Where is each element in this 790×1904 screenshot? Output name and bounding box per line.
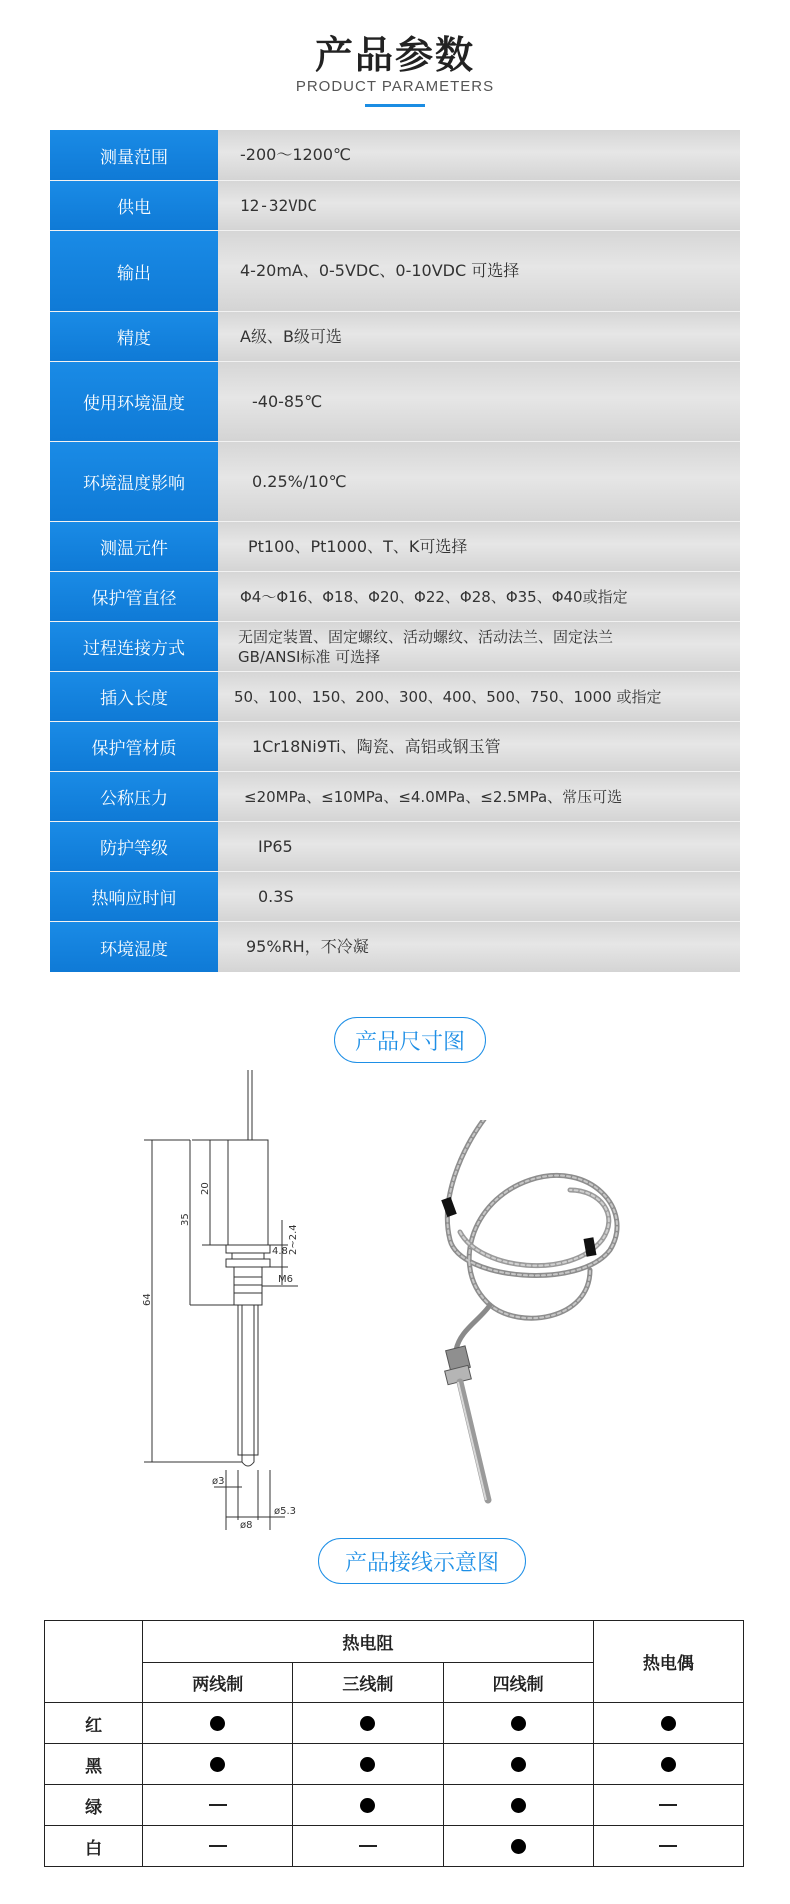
param-label: 测温元件	[50, 522, 218, 571]
param-value: -200～1200℃	[218, 130, 740, 180]
param-row	[50, 621, 740, 671]
cell-dot	[443, 1826, 593, 1867]
cell-dot	[443, 1703, 593, 1744]
cell-dash	[293, 1826, 443, 1867]
dim-label-m6: M6	[278, 1274, 293, 1285]
param-value: -40-85℃	[218, 362, 740, 441]
cell-dot	[143, 1744, 293, 1785]
param-label: 过程连接方式	[50, 622, 218, 671]
dimension-section-title: 产品尺寸图	[334, 1017, 486, 1063]
wire-color-label: 红	[45, 1703, 143, 1744]
col-header-four-wire: 四线制	[443, 1663, 593, 1703]
param-value: ≤20MPa、≤10MPa、≤4.0MPa、≤2.5MPa、常压可选	[218, 772, 740, 821]
param-row	[50, 230, 740, 311]
param-value: 50、100、150、200、300、400、500、750、1000 或指定	[218, 672, 740, 721]
param-row	[50, 311, 740, 361]
param-row	[50, 721, 740, 771]
wire-row-black	[45, 1744, 744, 1785]
cell-dot	[593, 1703, 743, 1744]
dim-label-35: 35	[180, 1213, 191, 1226]
param-value: 4-20mA、0-5VDC、0-10VDC 可选择	[218, 231, 740, 311]
param-row	[50, 871, 740, 921]
cell-dot	[443, 1785, 593, 1826]
dim-label-phi8: ø8	[240, 1520, 253, 1530]
param-label: 精度	[50, 312, 218, 361]
param-value	[218, 622, 740, 671]
cell-dot	[443, 1744, 593, 1785]
param-row	[50, 441, 740, 521]
param-label: 测量范围	[50, 130, 218, 180]
wire-row-red	[45, 1703, 744, 1744]
cell-dot	[143, 1703, 293, 1744]
cell-dash	[143, 1826, 293, 1867]
param-value: 1Cr18Ni9Ti、陶瓷、高铝或钢玉管	[218, 722, 740, 771]
parameter-table	[50, 130, 740, 972]
param-row	[50, 361, 740, 441]
dim-label-20: 20	[200, 1182, 211, 1195]
param-row	[50, 821, 740, 871]
param-value: A级、B级可选	[218, 312, 740, 361]
param-value-line: GB/ANSI标准 可选择	[238, 647, 381, 666]
param-label: 插入长度	[50, 672, 218, 721]
cell-dash	[143, 1785, 293, 1826]
col-header-two-wire: 两线制	[143, 1663, 293, 1703]
param-value: 0.25%/10℃	[218, 442, 740, 521]
cell-dot	[293, 1703, 443, 1744]
param-row	[50, 771, 740, 821]
param-label: 供电	[50, 181, 218, 230]
param-value: 95%RH，不冷凝	[218, 922, 740, 972]
group-header-rtd: 热电阻	[143, 1621, 594, 1663]
corner-cell	[45, 1621, 143, 1703]
page-title: 产品参数	[314, 33, 475, 77]
param-row	[50, 571, 740, 621]
param-label: 保护管直径	[50, 572, 218, 621]
param-label: 防护等级	[50, 822, 218, 871]
group-header-tc: 热电偶	[593, 1621, 743, 1703]
wire-color-label: 黑	[45, 1744, 143, 1785]
wire-row-green	[45, 1785, 744, 1826]
param-row	[50, 671, 740, 721]
param-row	[50, 180, 740, 230]
page-subtitle: PRODUCT PARAMETERS	[295, 78, 495, 95]
param-label: 保护管材质	[50, 722, 218, 771]
wiring-section-title: 产品接线示意图	[318, 1538, 526, 1584]
cell-dot	[293, 1785, 443, 1826]
dim-label-4.8: 4.8	[272, 1246, 288, 1257]
param-label: 使用环境温度	[50, 362, 218, 441]
param-value: 12-32VDC	[218, 181, 740, 230]
param-label: 环境湿度	[50, 922, 218, 972]
col-header-three-wire: 三线制	[293, 1663, 443, 1703]
product-photo	[420, 1120, 640, 1520]
param-row	[50, 130, 740, 180]
param-value: IP65	[218, 822, 740, 871]
param-value-line: 无固定装置、固定螺纹、活动螺纹、活动法兰、固定法兰	[238, 627, 614, 646]
dim-label-64: 64	[142, 1293, 153, 1306]
wire-color-label: 绿	[45, 1785, 143, 1826]
dim-label-phi5.3: ø5.3	[274, 1506, 297, 1517]
param-label: 输出	[50, 231, 218, 311]
wire-row-white	[45, 1826, 744, 1867]
cell-dot	[593, 1744, 743, 1785]
dimension-drawing	[130, 1070, 320, 1530]
title-underline	[365, 104, 425, 107]
cell-dash	[593, 1785, 743, 1826]
cell-dash	[593, 1826, 743, 1867]
param-label: 热响应时间	[50, 872, 218, 921]
param-value: 0.3S	[218, 872, 740, 921]
dim-label-2-2.4: 2~2.4	[288, 1224, 299, 1255]
wiring-table	[44, 1620, 744, 1867]
dim-label-phi3: ø3	[212, 1476, 225, 1487]
param-value: Φ4～Φ16、Φ18、Φ20、Φ22、Φ28、Φ35、Φ40或指定	[218, 572, 740, 621]
param-row	[50, 921, 740, 972]
param-label: 环境温度影响	[50, 442, 218, 521]
param-label: 公称压力	[50, 772, 218, 821]
param-value: Pt100、Pt1000、T、K可选择	[218, 522, 740, 571]
param-row	[50, 521, 740, 571]
cell-dot	[293, 1744, 443, 1785]
wire-color-label: 白	[45, 1826, 143, 1867]
